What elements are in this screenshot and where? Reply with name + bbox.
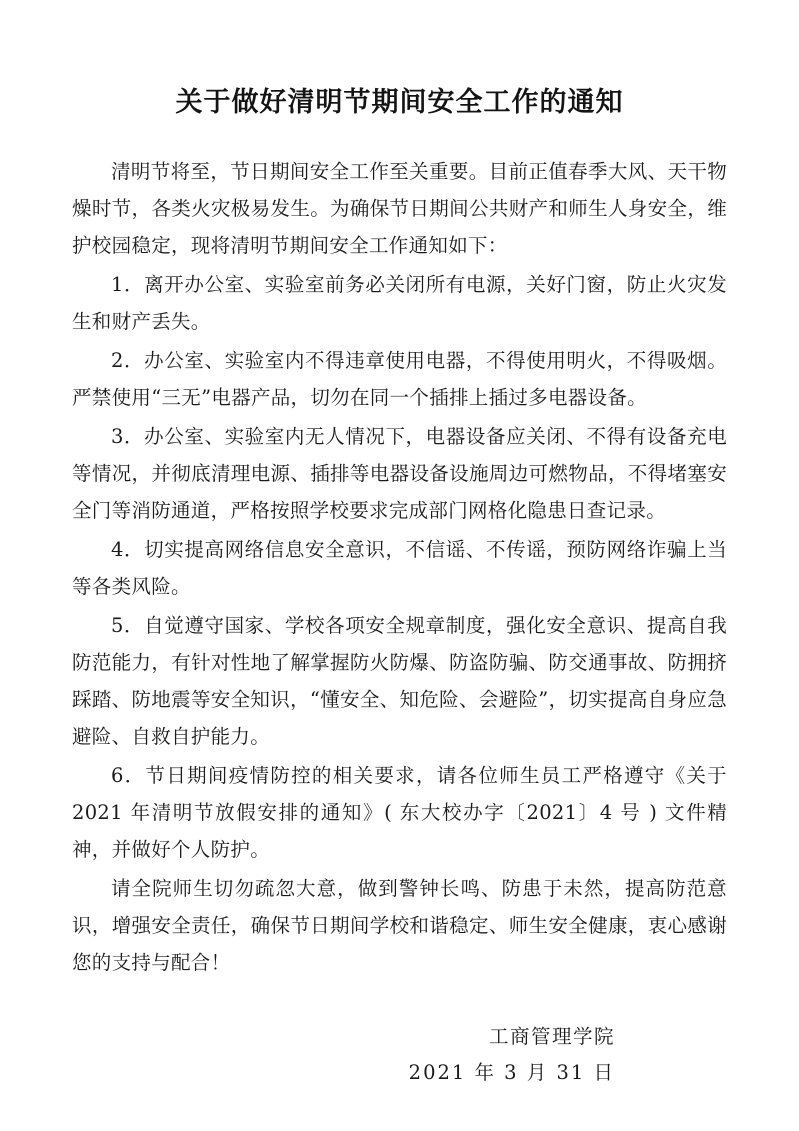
signature-date: 2021 年 3 月 31 日 [408,1061,615,1084]
paragraph-closing: 请全院师生切勿疏忽大意，做到警钟长鸣、防患于未然，提高防范意识，增强安全责任，确保节日期间学校和谐稳定、师生安全健康，衷心感谢您的支持与配合！ [72,877,727,974]
paragraph-intro: 清明节将至，节日期间安全工作至关重要。目前正值春季大风、天干物燥时节，各类火灾极易发生。为确保节日期间公共财产和师生人身安全，维护校园稳定，现将清明节期间安全工作通知如下： [72,160,727,257]
paragraph-item-6: 6．节日期间疫情防控的相关要求，请各位师生员工严格遵守《关于 2021 年清明节放假安排的通知》( 东大校办字〔2021〕4 号 ) 文件精神，并做好个人防护。 [72,764,727,861]
paragraph-item-1: 1．离开办公室、实验室前务必关闭所有电源，关好门窗，防止火灾发生和财产丢失。 [72,273,727,333]
paragraph-item-5: 5．自觉遵守国家、学校各项安全规章制度，强化安全意识、提高自我防范能力，有针对性地了解掌握防火防爆、防盗防骗、防交通事故、防拥挤踩踏、防地震等安全知识，“懂安全、知危险、会避险”，切实提高自身应急避险、自救自护能力。 [72,614,727,748]
paragraph-item-2: 2．办公室、实验室内不得违章使用电器，不得使用明火，不得吸烟。严禁使用“三无”电器产品，切勿在同一个插排上插过多电器设备。 [72,349,727,409]
signature-organization: 工商管理学院 [488,1025,615,1048]
paragraph-item-3: 3．办公室、实验室内无人情况下，电器设备应关闭、不得有设备充电等情况，并彻底清理电源、插排等电器设备设施周边可燃物品，不得堵塞安全门等消防通道，严格按照学校要求完成部门网格化隐患日查记录。 [72,425,727,522]
document-body [72,153,727,981]
page-title: 关于做好清明节期间安全工作的通知 [175,87,624,118]
signature-block [72,1019,727,1091]
paragraph-item-4: 4．切实提高网络信息安全意识，不信谣、不传谣，预防网络诈骗上当等各类风险。 [72,538,727,598]
